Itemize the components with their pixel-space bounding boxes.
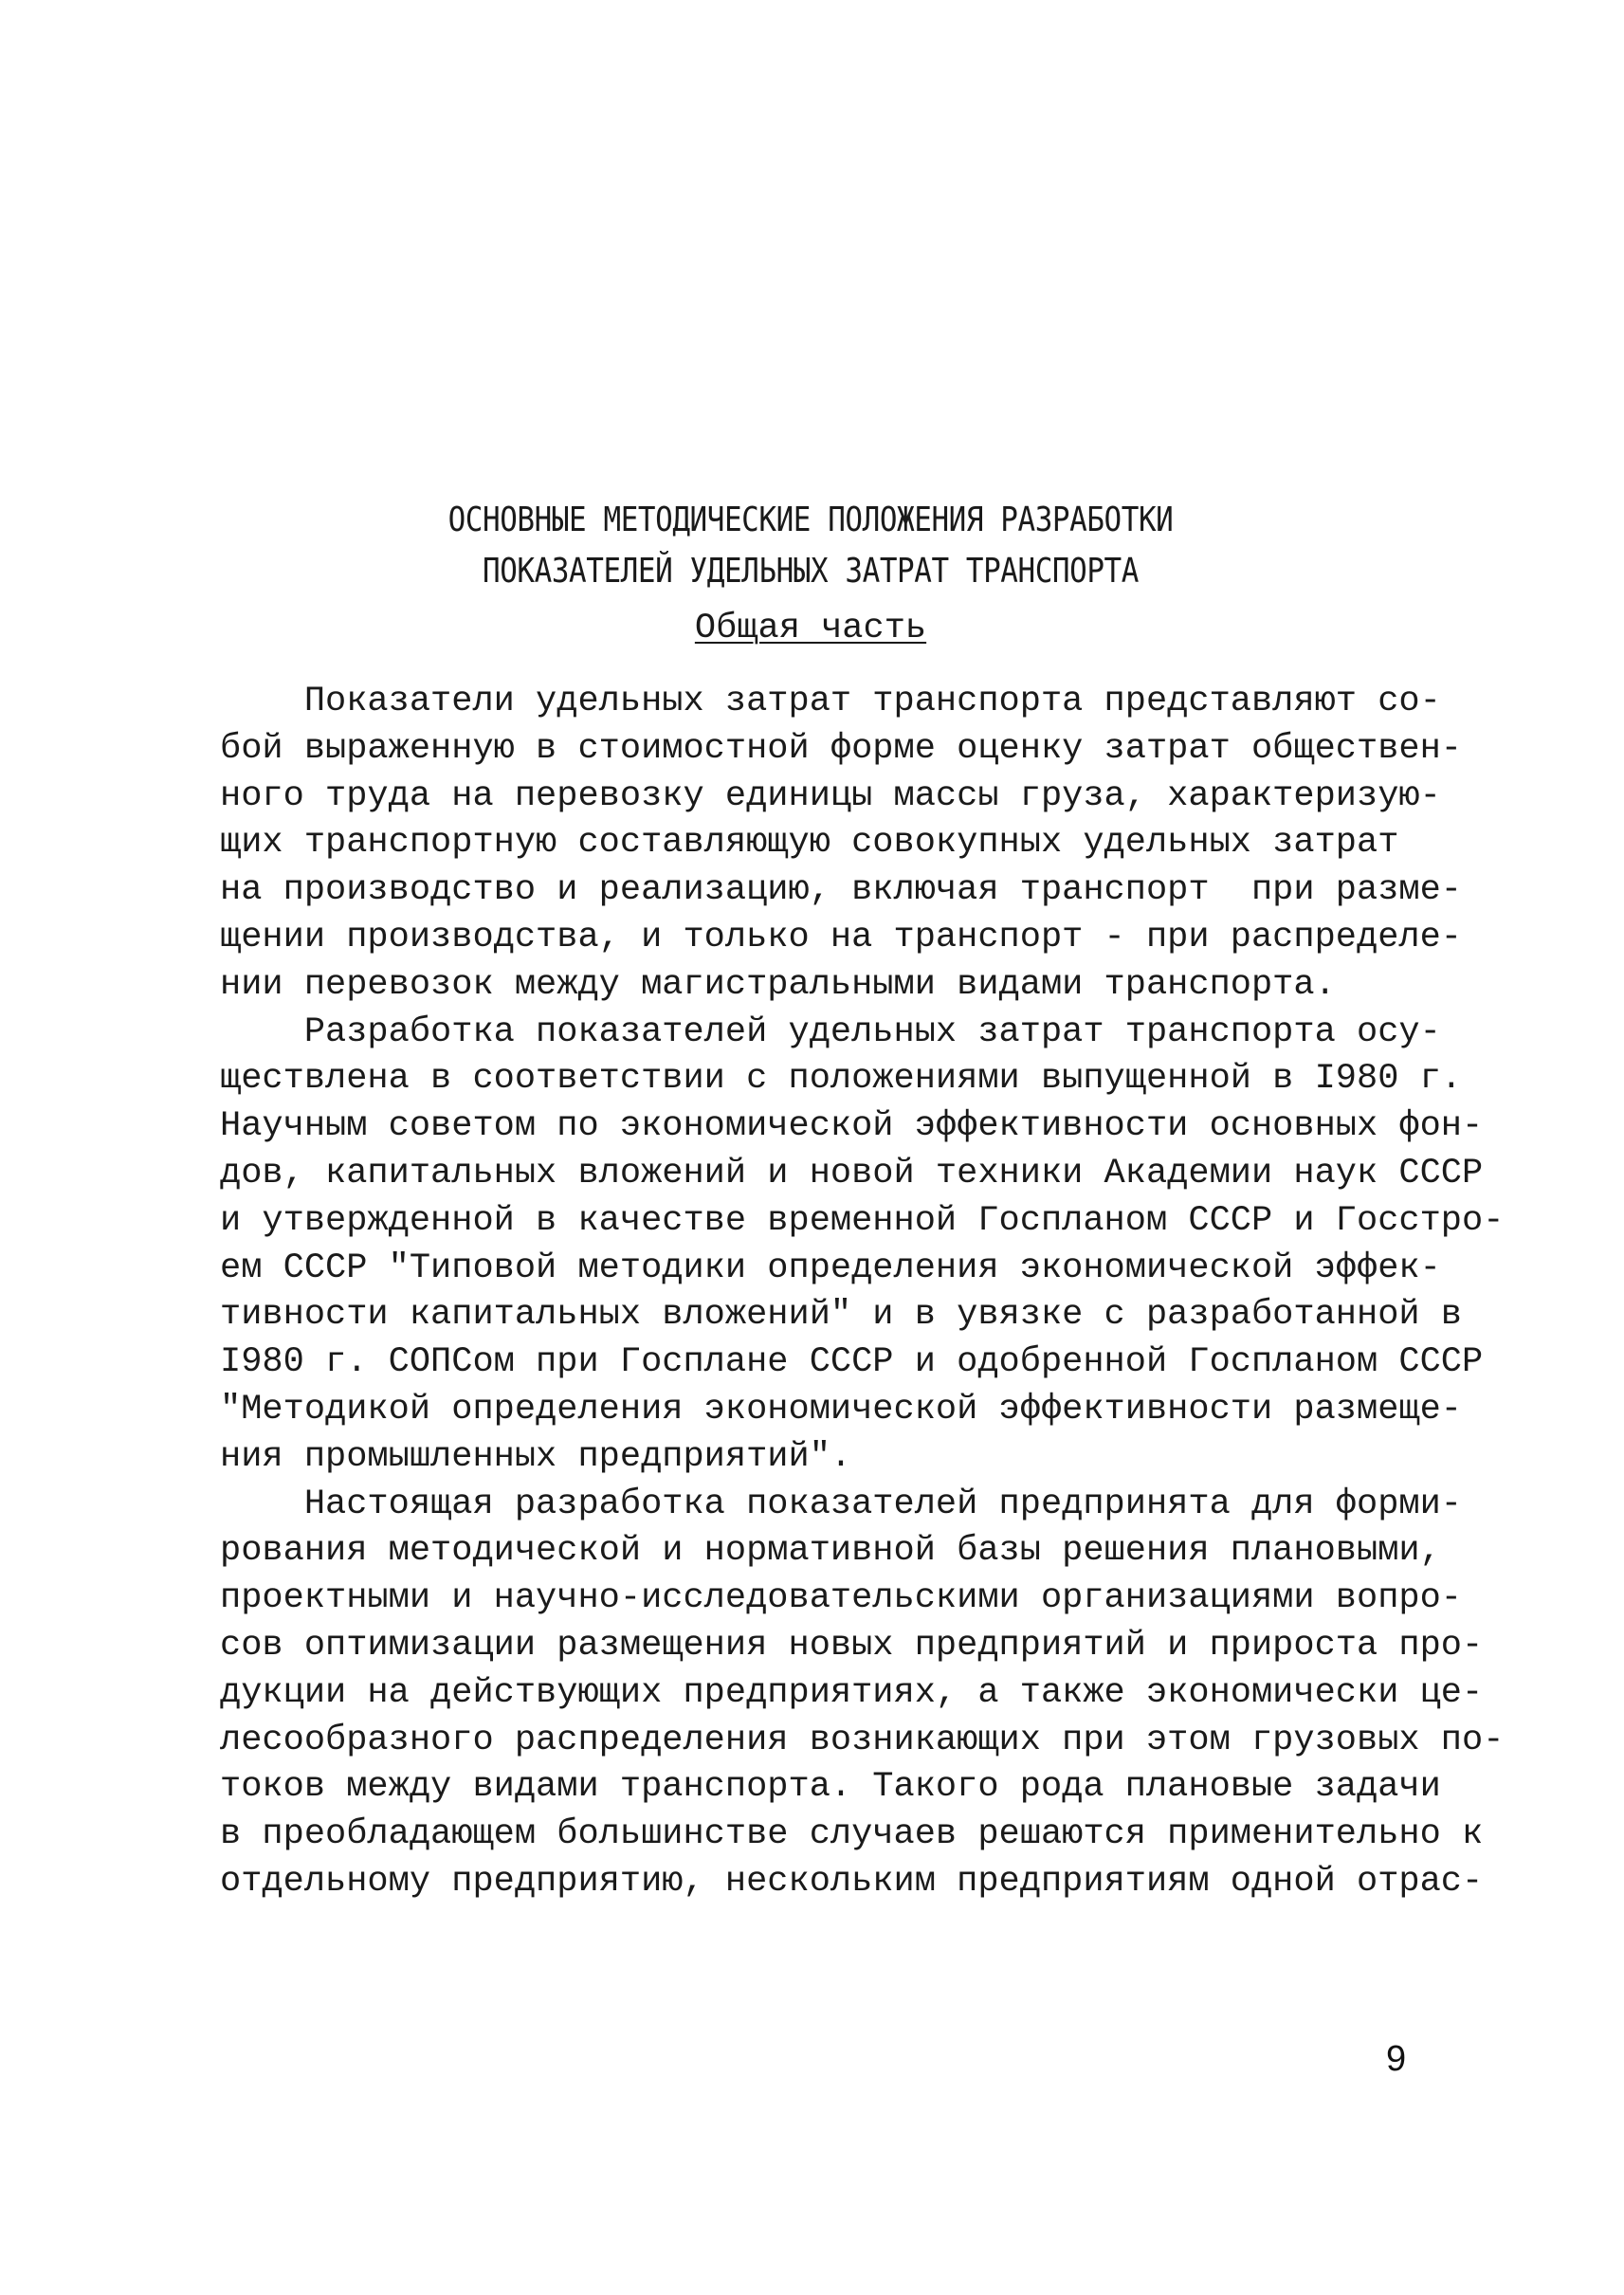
page-title-line-2: ПОКАЗАТЕЛЕЙ УДЕЛЬНЫХ ЗАТРАТ ТРАНСПОРТА [483,552,1139,591]
text-line: нии перевозок между магистральными видами транспорта. [220,964,1336,1005]
section-subtitle [218,601,1403,656]
text-line: тивности капитальных вложений" и в увязке с разработанной в [220,1295,1463,1336]
section-subtitle-text: Общая часть [694,609,927,648]
text-line: лесообразного распределения возникающих при этом грузовых по- [220,1720,1505,1760]
text-line: Настоящая разработка показателей предпринята для форми- [220,1484,1463,1524]
text-line: щих транспортную составляющую совокупных удельных затрат [220,823,1399,864]
title-block [218,495,1403,656]
text-line: ния промышленных предприятий". [220,1436,852,1477]
text-line: в преобладающем большинстве случаев решаются применительно к [220,1814,1484,1855]
text-line: отдельному предприятию, нескольким предприятиям одной отрас- [220,1861,1484,1902]
text-line: щении производства, и только на транспорт - при распределе- [220,917,1463,957]
text-line: "Методикой определения экономической эффективности размеще- [220,1389,1463,1430]
text-line: ем СССР "Типовой методики определения экономической эффек- [220,1248,1441,1288]
text-line: сов оптимизации размещения новых предприятий и прироста про- [220,1625,1484,1666]
page-number: 9 [1386,2039,1407,2079]
text-line: токов между видами транспорта. Такого рода плановые задачи [220,1767,1441,1808]
text-line: ного труда на перевозку единицы массы груза, характеризую- [220,775,1441,816]
text-line: I980 г. СОПСом при Госплане СССР и одобренной Госпланом СССР [220,1342,1484,1383]
text-line: и утвержденной в качестве временной Госпланом СССР и Госстро- [220,1200,1505,1241]
text-line: дов, капитальных вложений и новой техники Академии наук СССР [220,1153,1484,1193]
text-line: на производство и реализацию, включая транспорт при разме- [220,870,1463,911]
text-line: проектными и научно-исследовательскими организациями вопро- [220,1578,1463,1619]
text-line: Показатели удельных затрат транспорта представляют со- [220,682,1441,721]
text-line: рования методической и нормативной базы решения плановыми, [220,1531,1441,1572]
text-line: дукции на действующих предприятиях, а также экономически це- [220,1672,1484,1713]
text-line: ществлена в соответствии с положениями выпущенной в I980 г. [220,1059,1463,1100]
page-title-line-1: ОСНОВНЫЕ МЕТОДИЧЕСКИЕ ПОЛОЖЕНИЯ РАЗРАБОТКИ [447,501,1174,539]
text-line: бой выраженную в стоимостной форме оценку затрат обществен- [220,728,1463,769]
text-line: Разработка показателей удельных затрат транспорта осу- [220,1011,1441,1052]
body-text [220,679,1505,1906]
text-line: Научным советом по экономической эффективности основных фон- [220,1106,1484,1147]
